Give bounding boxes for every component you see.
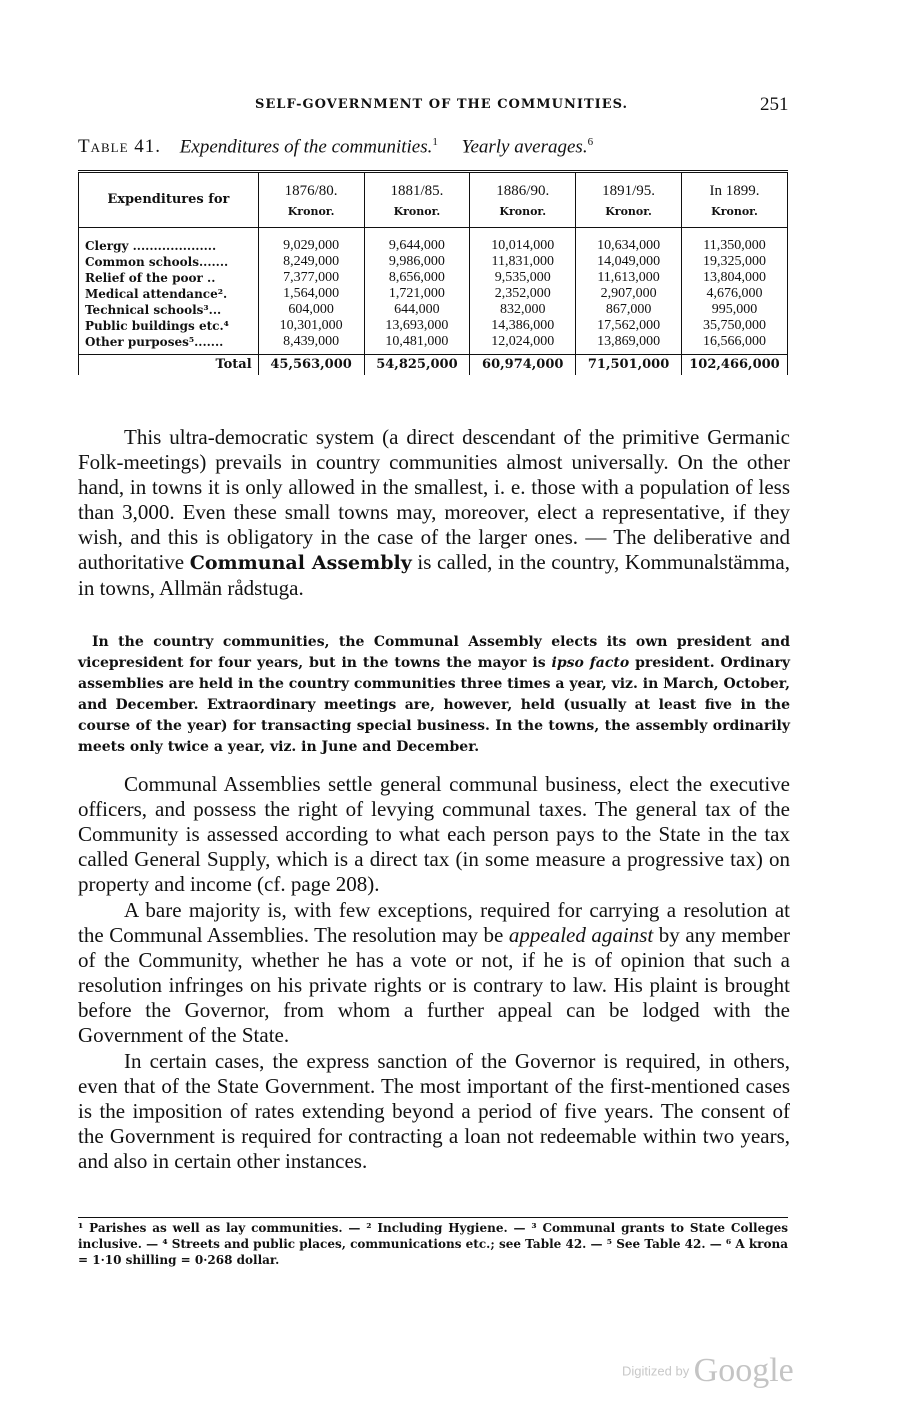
table-cell: 7,377,000 bbox=[258, 270, 364, 286]
paragraph-system bbox=[78, 425, 790, 601]
row-label: Clergy .................... bbox=[79, 228, 259, 255]
paragraph-text: In the country communities, the Communal Assembly elects its own president and vicepresident for four years, but in the towns the mayor is bbox=[78, 634, 790, 671]
table-cell: 13,869,000 bbox=[576, 334, 682, 355]
table-cell: 8,439,000 bbox=[258, 334, 364, 355]
total-label: Total bbox=[79, 355, 259, 376]
digitized-watermark bbox=[622, 1352, 794, 1390]
table-cell: 9,644,000 bbox=[364, 228, 470, 255]
row-label: Technical schools³... bbox=[79, 302, 259, 318]
table-row bbox=[79, 228, 788, 255]
row-label: Public buildings etc.⁴ bbox=[79, 318, 259, 334]
table-cell: 995,000 bbox=[681, 302, 787, 318]
italic-term: appealed against bbox=[508, 923, 654, 947]
table-cell: 8,249,000 bbox=[258, 254, 364, 270]
table-cell: 867,000 bbox=[576, 302, 682, 318]
table-cell: 8,656,000 bbox=[364, 270, 470, 286]
table-cell: 604,000 bbox=[258, 302, 364, 318]
table-cell: 10,481,000 bbox=[364, 334, 470, 355]
total-cell: 60,974,000 bbox=[470, 355, 576, 376]
table-cell: 10,634,000 bbox=[576, 228, 682, 255]
paragraph-text: A bare majority is, with few exceptions, required for carrying a resolution at the Communal Assemblies. The resolution may be bbox=[78, 898, 790, 947]
table-cell: 17,562,000 bbox=[576, 318, 682, 334]
table-caption-title-sup: 1 bbox=[432, 136, 438, 148]
table-row bbox=[79, 286, 788, 302]
paragraph-assembly-details bbox=[78, 632, 790, 758]
table-caption-title: Expenditures of the communities. bbox=[179, 136, 433, 158]
paragraph-text: In certain cases, the express sanction of the Governor is required, in others, even that of the State Government. The most important of the first-mentioned cases is the imposition of rates extending beyond a period of five years. The consent of the Government is required for contracting a loan not redeemable within two years, and also in certain other instances. bbox=[78, 1049, 790, 1173]
table-cell: 9,535,000 bbox=[470, 270, 576, 286]
table-cell: 10,014,000 bbox=[470, 228, 576, 255]
table-cell: 14,386,000 bbox=[470, 318, 576, 334]
table-cell: 11,831,000 bbox=[470, 254, 576, 270]
table-cell: 35,750,000 bbox=[681, 318, 787, 334]
table-row bbox=[79, 270, 788, 286]
table-cell: 13,804,000 bbox=[681, 270, 787, 286]
table-cell: 2,907,000 bbox=[576, 286, 682, 302]
bold-term: Communal Assembly bbox=[189, 552, 412, 574]
table-row bbox=[79, 254, 788, 270]
table-total-row bbox=[79, 355, 788, 376]
italic-term: ipso facto bbox=[551, 655, 630, 671]
paragraph-majority bbox=[78, 898, 790, 1048]
table-cell: 11,350,000 bbox=[681, 228, 787, 255]
watermark-prefix: Digitized by bbox=[622, 1363, 690, 1379]
row-label: Other purposes⁵....... bbox=[79, 334, 259, 355]
table-caption-label: Table 41. bbox=[78, 136, 162, 158]
table-row bbox=[79, 318, 788, 334]
table-cell: 2,352,000 bbox=[470, 286, 576, 302]
row-label: Common schools....... bbox=[79, 254, 259, 270]
table-caption bbox=[78, 136, 593, 158]
total-cell: 45,563,000 bbox=[258, 355, 364, 376]
table-cell: 16,566,000 bbox=[681, 334, 787, 355]
paragraph-text: by any member of the Community, whether he has a vote or not, if he is of opinion that such a resolution infringes on his private rights or is contrary to law. His plaint is brought before the Governor, from whom a further appeal can be lodged with the Government of the State. bbox=[78, 923, 791, 1047]
column-header: 1891/95. Kronor. bbox=[576, 172, 682, 228]
expenditures-table bbox=[78, 170, 788, 375]
table-row bbox=[79, 334, 788, 355]
page-number: 251 bbox=[760, 94, 789, 115]
total-cell: 54,825,000 bbox=[364, 355, 470, 376]
paragraph-business bbox=[78, 772, 790, 897]
row-header: Expenditures for bbox=[79, 172, 259, 228]
paragraph-text: president. Ordinary assemblies are held in the country communities three times a year, viz. in March, October, and December. Extraordinary meetings are, however, held (usually at least five in the course of the year) for transacting special business. In the towns, the assembly ordinarily meets only twice a year, viz. in June and December. bbox=[78, 655, 790, 755]
table-cell: 9,029,000 bbox=[258, 228, 364, 255]
table-cell: 644,000 bbox=[364, 302, 470, 318]
paragraph-text: This ultra-democratic system (a direct descendant of the primitive Germanic Folk-meetings) prevails in country communities almost universally. On the other hand, in towns it is only allowed in the smallest, i. e. those with a population of less than 3,000. Even these small towns may, moreover, elect a representative, if they wish, and this is obligatory in the case of the larger ones. — The deliberative and authoritative bbox=[78, 425, 790, 574]
table-row bbox=[79, 302, 788, 318]
column-header: 1886/90. Kronor. bbox=[470, 172, 576, 228]
table-cell: 11,613,000 bbox=[576, 270, 682, 286]
table-cell: 12,024,000 bbox=[470, 334, 576, 355]
table-caption-note-sup: 6 bbox=[587, 136, 594, 148]
table-cell: 1,564,000 bbox=[258, 286, 364, 302]
table-cell: 1,721,000 bbox=[364, 286, 470, 302]
column-header: In 1899. Kronor. bbox=[681, 172, 787, 228]
table-cell: 19,325,000 bbox=[681, 254, 787, 270]
table-cell: 13,693,000 bbox=[364, 318, 470, 334]
row-label: Medical attendance². bbox=[79, 286, 259, 302]
running-title: SELF-GOVERNMENT OF THE COMMUNITIES. bbox=[255, 97, 629, 112]
column-header: 1881/85. Kronor. bbox=[364, 172, 470, 228]
column-header: 1876/80. Kronor. bbox=[258, 172, 364, 228]
paragraph-text: Communal Assemblies settle general communal business, elect the executive officers, and possess the right of levying communal taxes. The general tax of the Community is assessed according to what each person pays to the State in the tax called General Supply, which is a direct tax (in some measure a progressive tax) on property and income (cf. page 208). bbox=[78, 772, 790, 896]
table-caption-note: Yearly averages. bbox=[461, 136, 588, 158]
row-label: Relief of the poor .. bbox=[79, 270, 259, 286]
total-cell: 71,501,000 bbox=[576, 355, 682, 376]
table-cell: 14,049,000 bbox=[576, 254, 682, 270]
table-header-row bbox=[79, 172, 788, 228]
footnotes: ¹ Parishes as well as lay communities. — ² Including Hygiene. — ³ Communal grants to State Colleges inclusive. — ⁴ Streets and public places, communications etc.; see Table 42. — ⁵ See Table 42. — ⁶ A krona = 1·10 shilling = 0·268 dollar. bbox=[78, 1217, 788, 1268]
table-cell: 4,676,000 bbox=[681, 286, 787, 302]
paragraph-text: is called, in the country, Kommunalstämma, in towns, Allmän rådstuga. bbox=[78, 550, 790, 600]
watermark-brand: Google bbox=[693, 1352, 794, 1389]
paragraph-sanction bbox=[78, 1049, 790, 1174]
total-cell: 102,466,000 bbox=[681, 355, 787, 376]
table-cell: 10,301,000 bbox=[258, 318, 364, 334]
table-cell: 832,000 bbox=[470, 302, 576, 318]
table-cell: 9,986,000 bbox=[364, 254, 470, 270]
